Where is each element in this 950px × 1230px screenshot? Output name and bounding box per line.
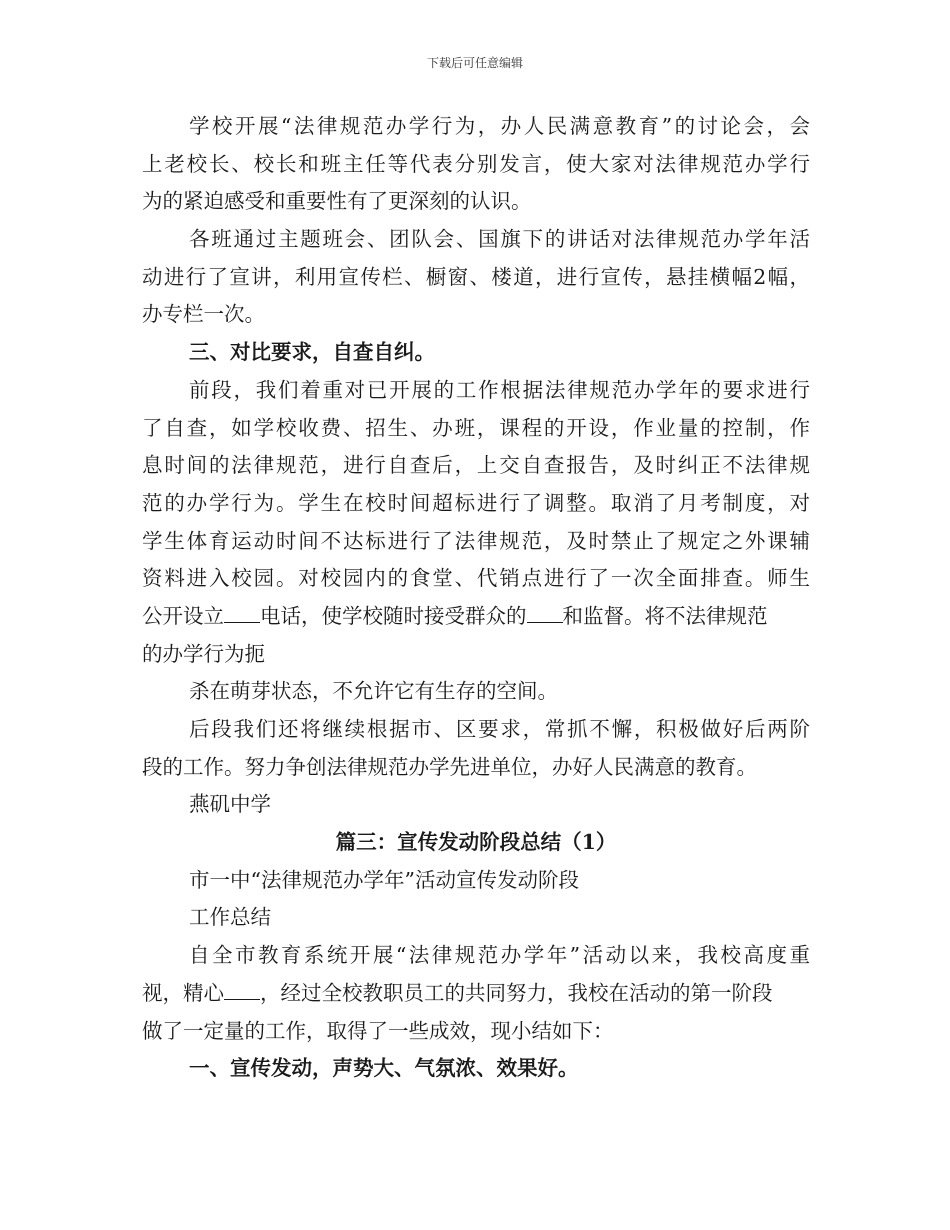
paragraph-line: 杀在萌芽状态，不允许它有生存的空间。 — [189, 679, 558, 704]
paragraph-line: 的办学行为扼 — [142, 641, 265, 666]
paragraph-line-with-blanks — [142, 598, 810, 636]
paragraph-line: 上老校长、校长和班主任等代表分别发言，使大家对法律规范办学行 — [142, 151, 810, 176]
paragraph-line: 范的办学行为。学生在校时间超标进行了调整。取消了月考制度，对 — [142, 490, 810, 515]
fill-in-blank — [224, 600, 260, 623]
paragraph-line: 各班通过主题班会、团队会、国旗下的讲话对法律规范办学年活 — [189, 227, 810, 252]
document-body — [142, 108, 810, 1088]
text-segment: ，经过全校教职员工的共同努力，我校在活动的第一阶段 — [260, 980, 773, 1005]
section-title: 篇三：宣传发动阶段总结（1） — [335, 830, 617, 855]
paragraph-line-with-blanks — [142, 975, 810, 1013]
paragraph-line: 学校开展“法律规范办学行为，办人民满意教育”的讨论会，会 — [189, 114, 810, 138]
section-heading: 一、宣传发动，声势大、气氛浓、效果好。 — [189, 1056, 579, 1081]
text-segment: 视，精心 — [142, 980, 224, 1005]
paragraph-line: 后段我们还将继续根据市、区要求，常抓不懈，积极做好后两阶 — [189, 717, 810, 741]
text-segment: 和监督。将不法律规范 — [562, 603, 768, 628]
paragraph-line: 段的工作。努力争创法律规范办学先进单位，办好人民满意的教育。 — [142, 754, 757, 779]
paragraph-line: 为的紧迫感受和重要性有了更深刻的认识。 — [142, 189, 532, 214]
paragraph-line: 办专栏一次。 — [142, 302, 265, 327]
paragraph-line: 自全市教育系统开展“法律规范办学年”活动以来，我校高度重 — [189, 943, 810, 968]
fill-in-blank — [224, 977, 260, 1000]
text-segment: 公开设立 — [142, 603, 224, 628]
paragraph-line: 前段，我们着重对已开展的工作根据法律规范办学年的要求进行 — [189, 377, 810, 402]
paragraph-line: 学生体育运动时间不达标进行了法律规范，及时禁止了规定之外课辅 — [142, 528, 810, 553]
text-segment: 电话，使学校随时接受群众的 — [260, 603, 527, 628]
paragraph-line: 息时间的法律规范，进行自查后，上交自查报告，及时纠正不法律规 — [142, 453, 810, 478]
paragraph-line: 做了一定量的工作，取得了一些成效，现小结如下： — [142, 1018, 614, 1043]
paragraph-line: 资料进入校园。对校园内的食堂、代销点进行了一次全面排查。师生 — [142, 566, 810, 591]
section-heading: 三、对比要求，自查自纠。 — [189, 340, 435, 365]
paragraph-line: 动进行了宣讲，利用宣传栏、橱窗、楼道，进行宣传，悬挂横幅2幅， — [142, 264, 810, 289]
fill-in-blank — [527, 600, 563, 623]
page-header-note: 下载后可任意编辑 — [426, 56, 523, 70]
subtitle: 工作总结 — [189, 905, 271, 930]
signature: 燕矶中学 — [189, 792, 271, 817]
paragraph-line: 了自查，如学校收费、招生、办班，课程的开设，作业量的控制，作 — [142, 415, 810, 440]
subtitle: 市一中“法律规范办学年”活动宣传发动阶段 — [189, 867, 579, 892]
